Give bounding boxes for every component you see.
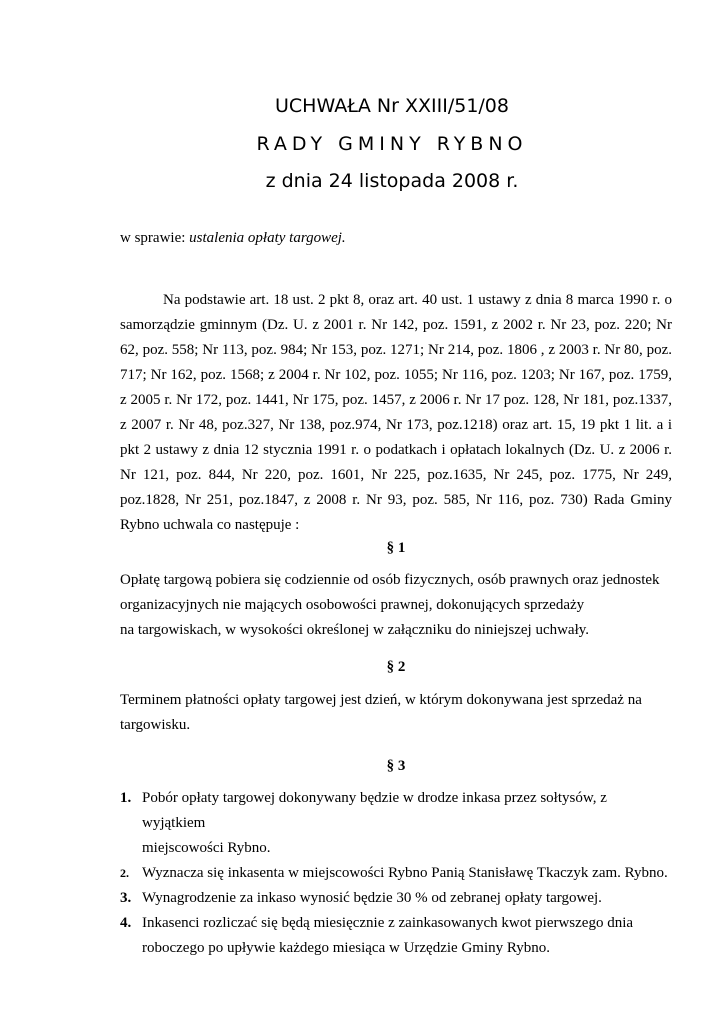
section-1-line: organizacyjnych nie mających osobowości prawnej, dokonujących sprzedaży bbox=[120, 597, 585, 613]
list-item-number: 1. bbox=[120, 790, 132, 806]
list-item-number: 3. bbox=[120, 890, 132, 906]
section-1-line: na targowiskach, w wysokości określonej w załączniku do niniejszej uchwały. bbox=[120, 622, 590, 638]
section-1-text bbox=[120, 568, 672, 643]
list-item-line: roboczego po upływie każdego miesiąca w Urzędzie Gminy Rybno. bbox=[142, 940, 551, 956]
section-1-heading: § 1 bbox=[386, 540, 406, 556]
list-item-line: Pobór opłaty targowej dokonywany będzie w drodze inkasa przez sołtysów, z wyjątkiem bbox=[142, 790, 607, 831]
subject-prefix: w sprawie: bbox=[120, 230, 190, 246]
section-3-heading: § 3 bbox=[386, 758, 406, 774]
subject-text: ustalenia opłaty targowej. bbox=[189, 230, 346, 246]
section-2-line: Terminem płatności opłaty targowej jest dzień, w którym dokonywana jest sprzedaż na bbox=[120, 692, 642, 708]
section-2-line: targowisku. bbox=[120, 717, 191, 733]
preamble-text: Na podstawie art. 18 ust. 2 pkt 8, oraz art. 40 ust. 1 ustawy z dnia 8 marca 1990 r. o samorządzie gminnym (Dz. U. z 2001 r. Nr 142, poz. 1591, z 2002 r. Nr 23, poz. 220; Nr 62, poz. 558; Nr 113, poz. 984; Nr 153, poz. 1271; Nr 214, poz. 1806 , z 2003 r. Nr 80, poz. 717; Nr 162, poz. 1568; z 2004 r. Nr 102, poz. 1055; Nr 116, poz. 1203; Nr 167, poz. 1759, z 2005 r. Nr 172, poz. 1441, Nr 175, poz. 1457, z 2006 r. Nr 17 poz. 128, Nr 181, poz.1337, z 2007 r. Nr 48, poz.327, Nr 138, poz.974, Nr 173, poz.1218) oraz art. 15, 19 pkt 1 lit. a i pkt 2 ustawy z dnia 12 stycznia 1991 r. o podatkach i opłatach lokalnych (Dz. U. z 2006 r. Nr 121, poz. 844, Nr 220, poz. 1601, Nr 225, poz.1635, Nr 245, poz. 1775, Nr 249, poz.1828, Nr 251, poz.1847, z 2008 r. Nr 93, poz. 585, Nr 116, poz. 730) Rada Gminy Rybno uchwala co następuje : bbox=[120, 292, 672, 533]
list-item bbox=[120, 786, 672, 861]
list-item-text bbox=[142, 786, 672, 861]
list-item-number: 4. bbox=[120, 915, 132, 931]
list-item-text: Wyznacza się inkasenta w miejscowości Rybno Panią Stanisławę Tkaczyk zam. Rybno. bbox=[142, 865, 668, 881]
list-item-text bbox=[142, 911, 633, 961]
list-item bbox=[120, 911, 672, 961]
list-item-number: 2. bbox=[120, 866, 129, 880]
council-name: RADY GMINY RYBNO bbox=[256, 133, 528, 155]
section-3-list bbox=[120, 786, 672, 961]
list-item-text: Wynagrodzenie za inkaso wynosić będzie 30 % od zebranej opłaty targowej. bbox=[142, 890, 602, 906]
list-item-line: miejscowości Rybno. bbox=[142, 840, 271, 856]
section-1-line: Opłatę targową pobiera się codziennie od osób fizycznych, osób prawnych oraz jednostek bbox=[120, 572, 660, 588]
list-item bbox=[120, 886, 672, 911]
list-item-line: Inkasenci rozliczać się będą miesięcznie z zainkasowanych kwot pierwszego dnia bbox=[142, 915, 634, 931]
preamble bbox=[120, 288, 672, 538]
subject-line bbox=[120, 230, 346, 247]
section-2-text bbox=[120, 688, 672, 738]
resolution-date: z dnia 24 listopada 2008 r. bbox=[265, 170, 519, 192]
resolution-title: UCHWAŁA Nr XXIII/51/08 bbox=[275, 95, 509, 117]
list-item bbox=[120, 861, 672, 886]
section-2-heading: § 2 bbox=[386, 659, 406, 675]
